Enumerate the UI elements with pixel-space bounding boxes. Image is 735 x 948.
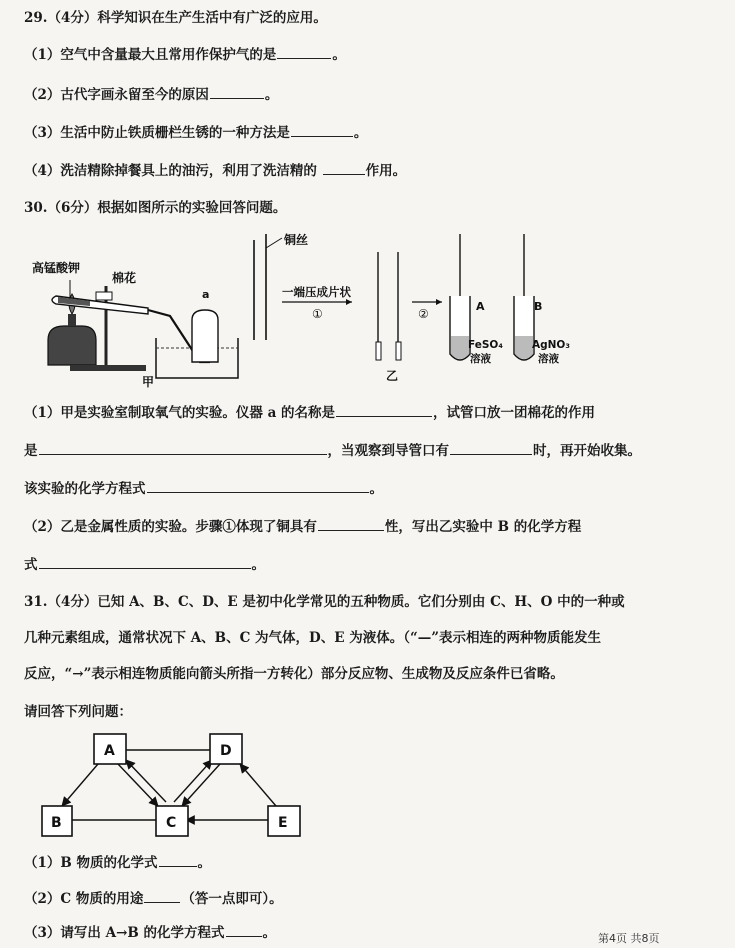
edge-c-a (126, 760, 166, 802)
q30-s2-blank-property[interactable] (318, 516, 384, 531)
label-a: a (202, 288, 210, 301)
tube-b-formula: AgNO₃ (532, 339, 570, 351)
q31-part2 (24, 888, 283, 909)
q30-s2-line2 (24, 554, 265, 575)
q31-part2-text: （2）C 物质的用途 (24, 891, 144, 907)
q31-line2: 几种元素组成，通常状况下 A、B、C 为气体，D、E 为液体。（“—”表示相连的两种物质能发生 (24, 630, 602, 646)
node-e-label: E (278, 815, 288, 831)
q29-title: 29.（4分）科学知识在生产生活中有广泛的应用。 (24, 10, 327, 26)
q30-title: 30.（6分）根据如图所示的实验回答问题。 (24, 200, 287, 216)
q29-part3-end: 。 (353, 125, 368, 141)
q29-part2-blank[interactable] (210, 84, 264, 99)
wire-pointer (266, 238, 282, 248)
q29-part2-text: （2）古代字画永留至今的原因 (24, 87, 209, 103)
q29-part4-blank[interactable] (323, 160, 365, 175)
gas-bottle-a (192, 310, 218, 362)
q31-part3-text: （3）请写出 A→B 的化学方程式 (24, 925, 225, 941)
stand-base (70, 365, 146, 371)
q29-part1-end: 。 (332, 47, 346, 63)
q30-s1-line1 (24, 402, 595, 423)
arrow-step1-head (346, 299, 352, 305)
label-copper-wire: 铜丝 (284, 233, 309, 247)
q30-s1-text6: 该实验的化学方程式 (24, 481, 146, 497)
tube-a-solution-word: 溶液 (470, 353, 491, 365)
caption-jia: 甲 (142, 375, 155, 389)
q30-s1-blank-equation[interactable] (147, 478, 369, 493)
q31-part1-end: 。 (197, 855, 212, 871)
q29-part3 (24, 122, 367, 143)
caption-yi: 乙 (386, 369, 399, 383)
tube-a-solution (451, 336, 469, 359)
alcohol-lamp (48, 326, 96, 365)
node-a-label: A (104, 743, 115, 759)
q29-part2-end: 。 (264, 87, 279, 103)
q31-line1: 31.（4分）已知 A、B、C、D、E 是初中化学常见的五种物质。它们分别由 C、H、O 中的一种或 (24, 594, 625, 610)
page-footer: 第4页 共8页 (598, 932, 660, 945)
q31-line4: 请回答下列问题： (24, 704, 132, 720)
q30-s2-text3: 式 (24, 557, 38, 573)
node-d-label: D (220, 743, 232, 759)
q30-s1-blank-bubbles[interactable] (450, 440, 532, 455)
q29-part2 (24, 84, 278, 105)
edge-a-b (62, 764, 98, 806)
step1-mark: ① (312, 307, 323, 321)
q30-s1-text1: （1）甲是实验室制取氧气的实验。仪器 a 的名称是 (24, 405, 336, 421)
tube-a-formula: FeSO₄ (468, 339, 503, 351)
q29-part1-text: （1）空气中含量最大且常用作保护气的是 (24, 47, 277, 63)
q31-part3-blank[interactable] (226, 922, 262, 937)
q30-s1-text3: 是 (24, 443, 38, 459)
q29-part1 (24, 44, 346, 65)
edge-d-c (182, 764, 220, 806)
lamp-wick (68, 314, 76, 326)
step2-mark: ② (418, 307, 429, 321)
q29-part4 (24, 160, 406, 181)
q30-s1-text2: ，试管口放一团棉花的作用 (433, 405, 596, 421)
q30-s1-line3 (24, 478, 383, 499)
q29-part3-text: （3）生活中防止铁质栅栏生锈的一种方法是 (24, 125, 290, 141)
node-c-label: C (166, 815, 177, 831)
flat-end-2 (396, 342, 401, 360)
q31-part2-blank[interactable] (144, 888, 180, 903)
node-b-label: B (51, 815, 62, 831)
tube-b-solution-word: 溶液 (538, 353, 559, 365)
edge-c-d (174, 760, 212, 802)
tube-b-label: B (534, 300, 543, 313)
label-cotton: 棉花 (112, 271, 137, 285)
q31-part1 (24, 852, 211, 873)
stand-clamp (96, 292, 112, 300)
q30-s1-end: 。 (369, 481, 383, 497)
q30-s2-text1: （2）乙是金属性质的实验。步骤①体现了铜具有 (24, 519, 317, 535)
q31-part2-end: （答一点即可）。 (181, 891, 283, 907)
figure-jia (30, 230, 270, 390)
q30-s1-line2 (24, 440, 641, 461)
q30-s1-text5: 时，再开始收集。 (533, 443, 641, 459)
q30-s2-text2: 性，写出乙实验中 B 的化学方程 (384, 519, 582, 535)
q31-part1-blank[interactable] (159, 852, 197, 867)
arrow-step2-head (436, 299, 442, 305)
q31-line3: 反应，“→”表示相连物质能向箭头所指一方转化）部分反应物、生成物及反应条件已省略。 (24, 666, 564, 682)
q31-part1-text: （1）B 物质的化学式 (24, 855, 158, 871)
relation-diagram (40, 730, 320, 850)
label-press-flat: 一端压成片状 (282, 285, 351, 299)
q30-s2-blank-equation[interactable] (39, 554, 251, 569)
q30-s1-text4: ，当观察到导管口有 (327, 443, 449, 459)
figure-yi (248, 230, 570, 383)
q30-s1-blank-cotton[interactable] (39, 440, 327, 455)
q31-part3 (24, 922, 276, 943)
q30-s2-line1 (24, 516, 581, 537)
q30-s1-blank-a[interactable] (336, 402, 432, 417)
tube-b-solution (515, 336, 533, 359)
q29-part1-blank[interactable] (277, 44, 331, 59)
q30-s2-end: 。 (251, 557, 265, 573)
q29-part4-end: 作用。 (365, 163, 407, 179)
tube-a-label: A (476, 300, 485, 313)
q31-part3-end: 。 (262, 925, 276, 941)
edge-e-d (240, 764, 276, 806)
q29-part3-blank[interactable] (291, 122, 353, 137)
label-kmno4: 高锰酸钾 (32, 261, 81, 275)
q29-part4-text: （4）洗洁精除掉餐具上的油污，利用了洗洁精的 (24, 163, 317, 179)
flat-end-1 (376, 342, 381, 360)
edge-a-c (118, 764, 158, 806)
